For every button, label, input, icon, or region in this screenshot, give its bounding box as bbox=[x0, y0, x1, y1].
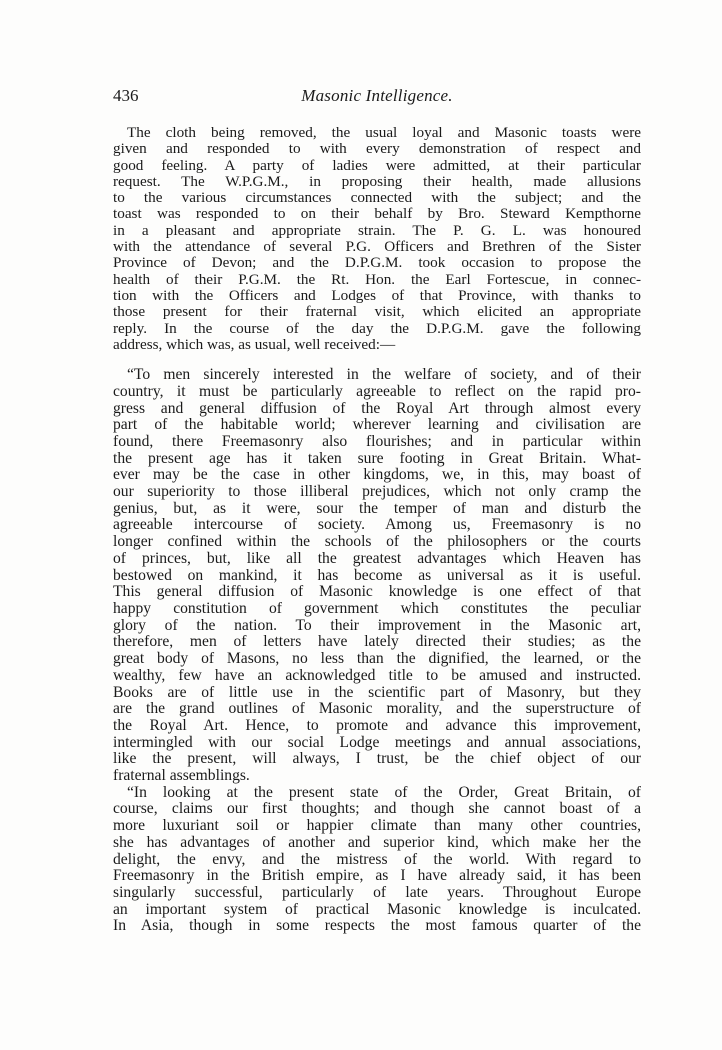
text-line: In Asia, though in some respects the most famous quarter of the bbox=[113, 917, 641, 935]
text-line: Freemasonry in the British empire, as I have already said, it has been bbox=[113, 867, 641, 885]
text-line: ever may be the case in other kingdoms, we, in this, may boast of bbox=[113, 466, 641, 484]
text-line: country, it must be particularly agreeable to reflect on the rapid pro- bbox=[113, 382, 641, 400]
text-line: Province of Devon; and the D.P.G.M. took occasion to propose the bbox=[113, 254, 641, 272]
text-line: our superiority to those illiberal prejudices, which not only cramp the bbox=[113, 483, 641, 501]
text-line: given and responded to with every demonstration of respect and bbox=[113, 140, 641, 158]
text-line: singularly successful, particularly of late years. Throughout Europe bbox=[113, 883, 641, 901]
text-line: to the various circumstances connected with the subject; and the bbox=[113, 189, 641, 207]
text-line: with the attendance of several P.G. Officers and Brethren of the Sister bbox=[113, 238, 641, 256]
text-line: those present for their fraternal visit, which elicited an appropriate bbox=[113, 303, 641, 321]
text-line: wealthy, few have an acknowledged title to be amused and instructed. bbox=[113, 666, 641, 684]
text-line: intermingled with our social Lodge meetings and annual associations, bbox=[113, 733, 641, 751]
page-number: 436 bbox=[113, 86, 139, 105]
text-line: “In looking at the present state of the Order, Great Britain, of bbox=[127, 783, 641, 801]
text-line: an important system of practical Masonic knowledge is inculcated. bbox=[113, 900, 641, 918]
text-line: This general diffusion of Masonic knowledge is one effect of that bbox=[113, 583, 641, 601]
text-line: happy constitution of government which constitutes the peculiar bbox=[113, 600, 641, 617]
page-body bbox=[113, 125, 641, 935]
text-line: The cloth being removed, the usual loyal and Masonic toasts were bbox=[127, 124, 641, 141]
paragraph-address-part-2 bbox=[113, 785, 641, 935]
text-line: genius, but, as it were, sour the temper of man and disturb the bbox=[113, 499, 641, 517]
text-line: address, which was, as usual, well received:— bbox=[113, 335, 396, 353]
text-line: tion with the Officers and Lodges of that Province, with thanks to bbox=[113, 286, 641, 304]
text-line: delight, the envy, and the mistress of the world. With regard to bbox=[113, 850, 641, 868]
text-line: like the present, will always, I trust, be the chief object of our bbox=[113, 750, 641, 768]
text-line: are the grand outlines of Masonic morality, and the superstructure of bbox=[113, 700, 641, 718]
text-line: good feeling. A party of ladies were admitted, at their particular bbox=[113, 156, 641, 174]
text-line: found, there Freemasonry also flourishes; and in particular within bbox=[113, 432, 641, 450]
running-title: Masonic Intelligence. bbox=[301, 86, 453, 105]
text-line: part of the habitable world; wherever learning and civilisation are bbox=[113, 416, 641, 434]
text-line: therefore, men of letters have lately directed their studies; as the bbox=[113, 633, 641, 651]
text-line: Books are of little use in the scientific part of Masonry, but they bbox=[113, 683, 641, 701]
text-line: in a pleasant and appropriate strain. The P. G. L. was honoured bbox=[113, 221, 641, 239]
text-line: bestowed on mankind, it has become as universal as it is useful. bbox=[113, 566, 641, 584]
text-line: the Royal Art. Hence, to promote and advance this improvement, bbox=[113, 716, 641, 734]
text-line: agreeable intercourse of society. Among us, Freemasonry is no bbox=[113, 516, 641, 534]
text-line: health of their P.G.M. the Rt. Hon. the Earl Fortescue, in connec- bbox=[113, 270, 641, 288]
text-line: course, claims our first thoughts; and though she cannot boast of a bbox=[113, 800, 641, 818]
text-line: toast was responded to on their behalf by Bro. Steward Kempthorne bbox=[113, 205, 641, 223]
text-line: “To men sincerely interested in the welfare of society, and of their bbox=[127, 366, 641, 384]
text-line: great body of Masons, no less than the dignified, the learned, or the bbox=[113, 650, 641, 668]
text-line: of princes, but, like all the greatest advantages which Heaven has bbox=[113, 549, 641, 567]
text-line: request. The W.P.G.M., in proposing their health, made allusions bbox=[113, 172, 641, 190]
paragraph-dinner-toasts bbox=[113, 125, 641, 353]
paragraph-address-part-1 bbox=[113, 367, 641, 785]
text-line: longer confined within the schools of the philosophers or the courts bbox=[113, 533, 641, 551]
running-head bbox=[113, 86, 641, 110]
text-line: gress and general diffusion of the Royal Art through almost every bbox=[113, 399, 641, 417]
text-line: glory of the nation. To their improvement in the Masonic art, bbox=[113, 616, 641, 634]
text-line: reply. In the course of the day the D.P.G.M. gave the following bbox=[113, 319, 641, 337]
text-line: she has advantages of another and superior kind, which make her the bbox=[113, 833, 641, 851]
text-line: more luxuriant soil or happier climate than many other countries, bbox=[113, 817, 641, 835]
text-line: fraternal assemblings. bbox=[113, 767, 250, 785]
text-line: the present age has it taken sure footing in Great Britain. What- bbox=[113, 449, 641, 467]
paragraph-gap bbox=[113, 353, 641, 367]
